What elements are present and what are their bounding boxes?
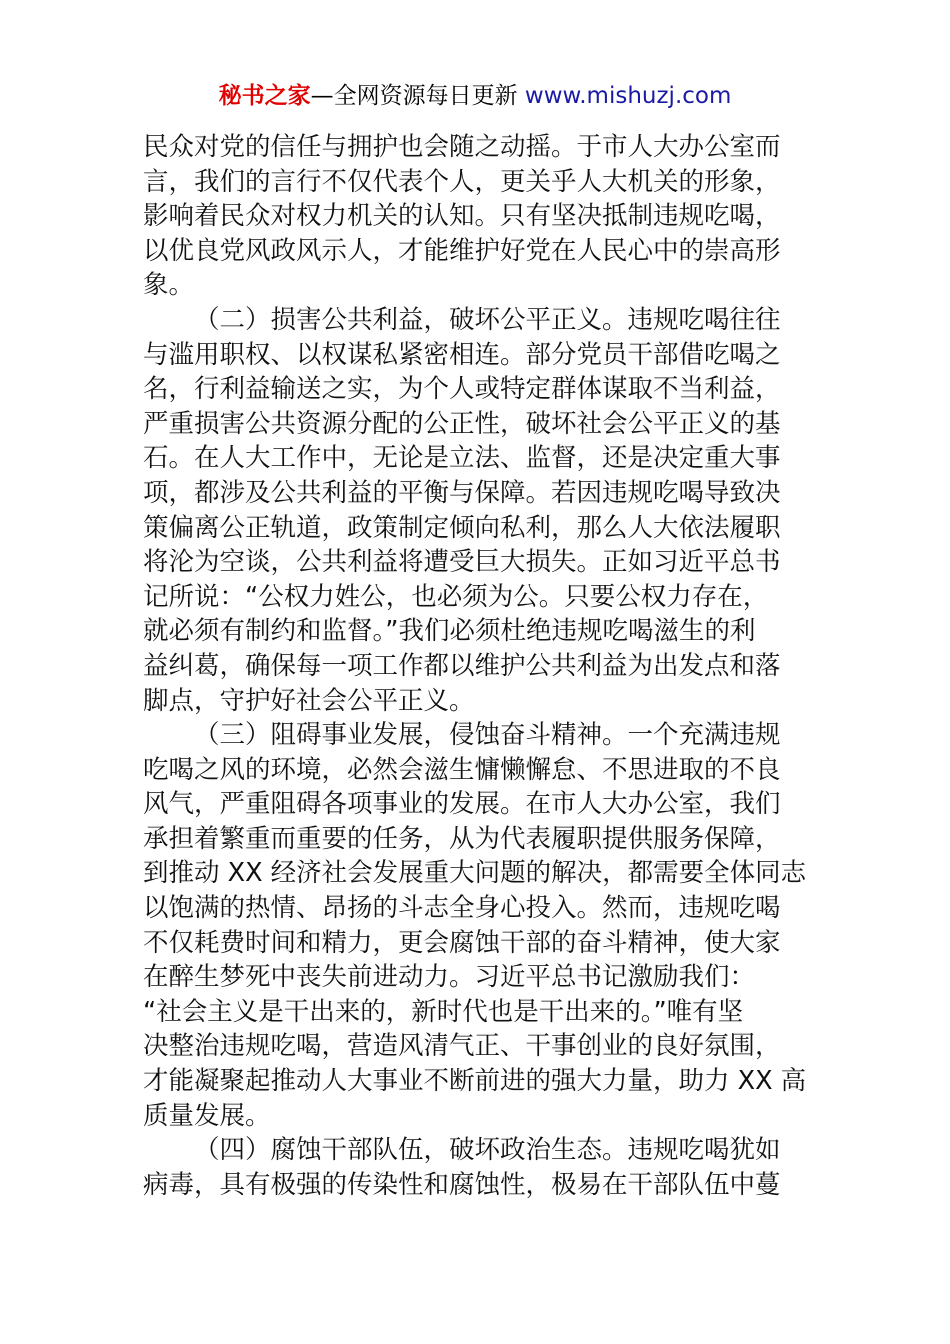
text-line: 吃喝之风的环境，必然会滋生慵懒懈怠、不思进取的不良 bbox=[143, 754, 781, 785]
text-line: 严重损害公共资源分配的公正性，破坏社会公平正义的基 bbox=[143, 408, 781, 439]
text-line: 承担着繁重而重要的任务，从为代表履职提供服务保障， bbox=[143, 823, 781, 854]
text-line: 决整治违规吃喝，营造风清气正、干事创业的良好氛围， bbox=[143, 1031, 781, 1062]
header-tagline: —全网资源每日更新 bbox=[310, 83, 518, 109]
text-line: 影响着民众对权力机关的认知。只有坚决抵制违规吃喝， bbox=[143, 201, 781, 232]
text-line: 在醉生梦死中丧失前进动力。习近平总书记激励我们： bbox=[143, 962, 756, 993]
text-line: 与滥用职权、以权谋私紧密相连。部分党员干部借吃喝之 bbox=[143, 339, 781, 370]
text-line: 将沦为空谈，公共利益将遭受巨大损失。正如习近平总书 bbox=[143, 547, 781, 578]
section-heading-line: （四）腐蚀干部队伍，破坏政治生态。违规吃喝犹如 bbox=[194, 1135, 781, 1166]
text-line: 项，都涉及公共利益的平衡与保障。若因违规吃喝导致决 bbox=[143, 477, 781, 508]
text-line: 风气，严重阻碍各项事业的发展。在市人大办公室，我们 bbox=[143, 789, 781, 820]
text-line: 以饱满的热情、昂扬的斗志全身心投入。然而，违规吃喝 bbox=[143, 893, 781, 924]
text-line: 就必须有制约和监督。”我们必须杜绝违规吃喝滋生的利 bbox=[143, 616, 756, 647]
page-header bbox=[0, 80, 950, 112]
text-line: 民众对党的信任与拥护也会随之动摇。于市人大办公室而 bbox=[143, 132, 781, 162]
text-line: 质量发展。 bbox=[143, 1100, 271, 1131]
text-line: 病毒，具有极强的传染性和腐蚀性，极易在干部队伍中蔓 bbox=[143, 1169, 781, 1200]
text-line: 才能凝聚起推动人大事业不断前进的强大力量，助力 XX 高 bbox=[143, 1066, 807, 1097]
text-line: 以优良党风政风示人，才能维护好党在人民心中的崇高形 bbox=[143, 235, 781, 266]
text-line: 石。在人大工作中，无论是立法、监督，还是决定重大事 bbox=[143, 443, 781, 474]
text-line: 言，我们的言行不仅代表个人，更关乎人大机关的形象， bbox=[143, 166, 781, 197]
text-line: 益纠葛，确保每一项工作都以维护公共利益为出发点和落 bbox=[143, 650, 781, 681]
site-url-link[interactable]: www.mishuzj.com bbox=[524, 83, 732, 109]
section-heading-line: （二）损害公共利益，破坏公平正义。违规吃喝往往 bbox=[194, 304, 781, 335]
brand-name: 秘书之家 bbox=[218, 83, 311, 109]
section-heading-line: （三）阻碍事业发展，侵蚀奋斗精神。一个充满违规 bbox=[194, 720, 781, 751]
text-line: 象。 bbox=[143, 270, 195, 301]
text-line: 脚点，守护好社会公平正义。 bbox=[143, 685, 475, 716]
text-line: 名，行利益输送之实，为个人或特定群体谋取不当利益， bbox=[143, 374, 781, 405]
text-line: 到推动 XX 经济社会发展重大问题的解决，都需要全体同志 bbox=[143, 858, 807, 889]
text-line: 不仅耗费时间和精力，更会腐蚀干部的奋斗精神，使大家 bbox=[143, 927, 781, 958]
text-line: “社会主义是干出来的，新时代也是干出来的。”唯有坚 bbox=[143, 996, 744, 1027]
text-line: 记所说：“公权力姓公，也必须为公。只要公权力存在， bbox=[143, 581, 769, 612]
document-body bbox=[143, 130, 809, 1202]
text-line: 策偏离公正轨道，政策制定倾向私利，那么人大依法履职 bbox=[143, 512, 781, 543]
